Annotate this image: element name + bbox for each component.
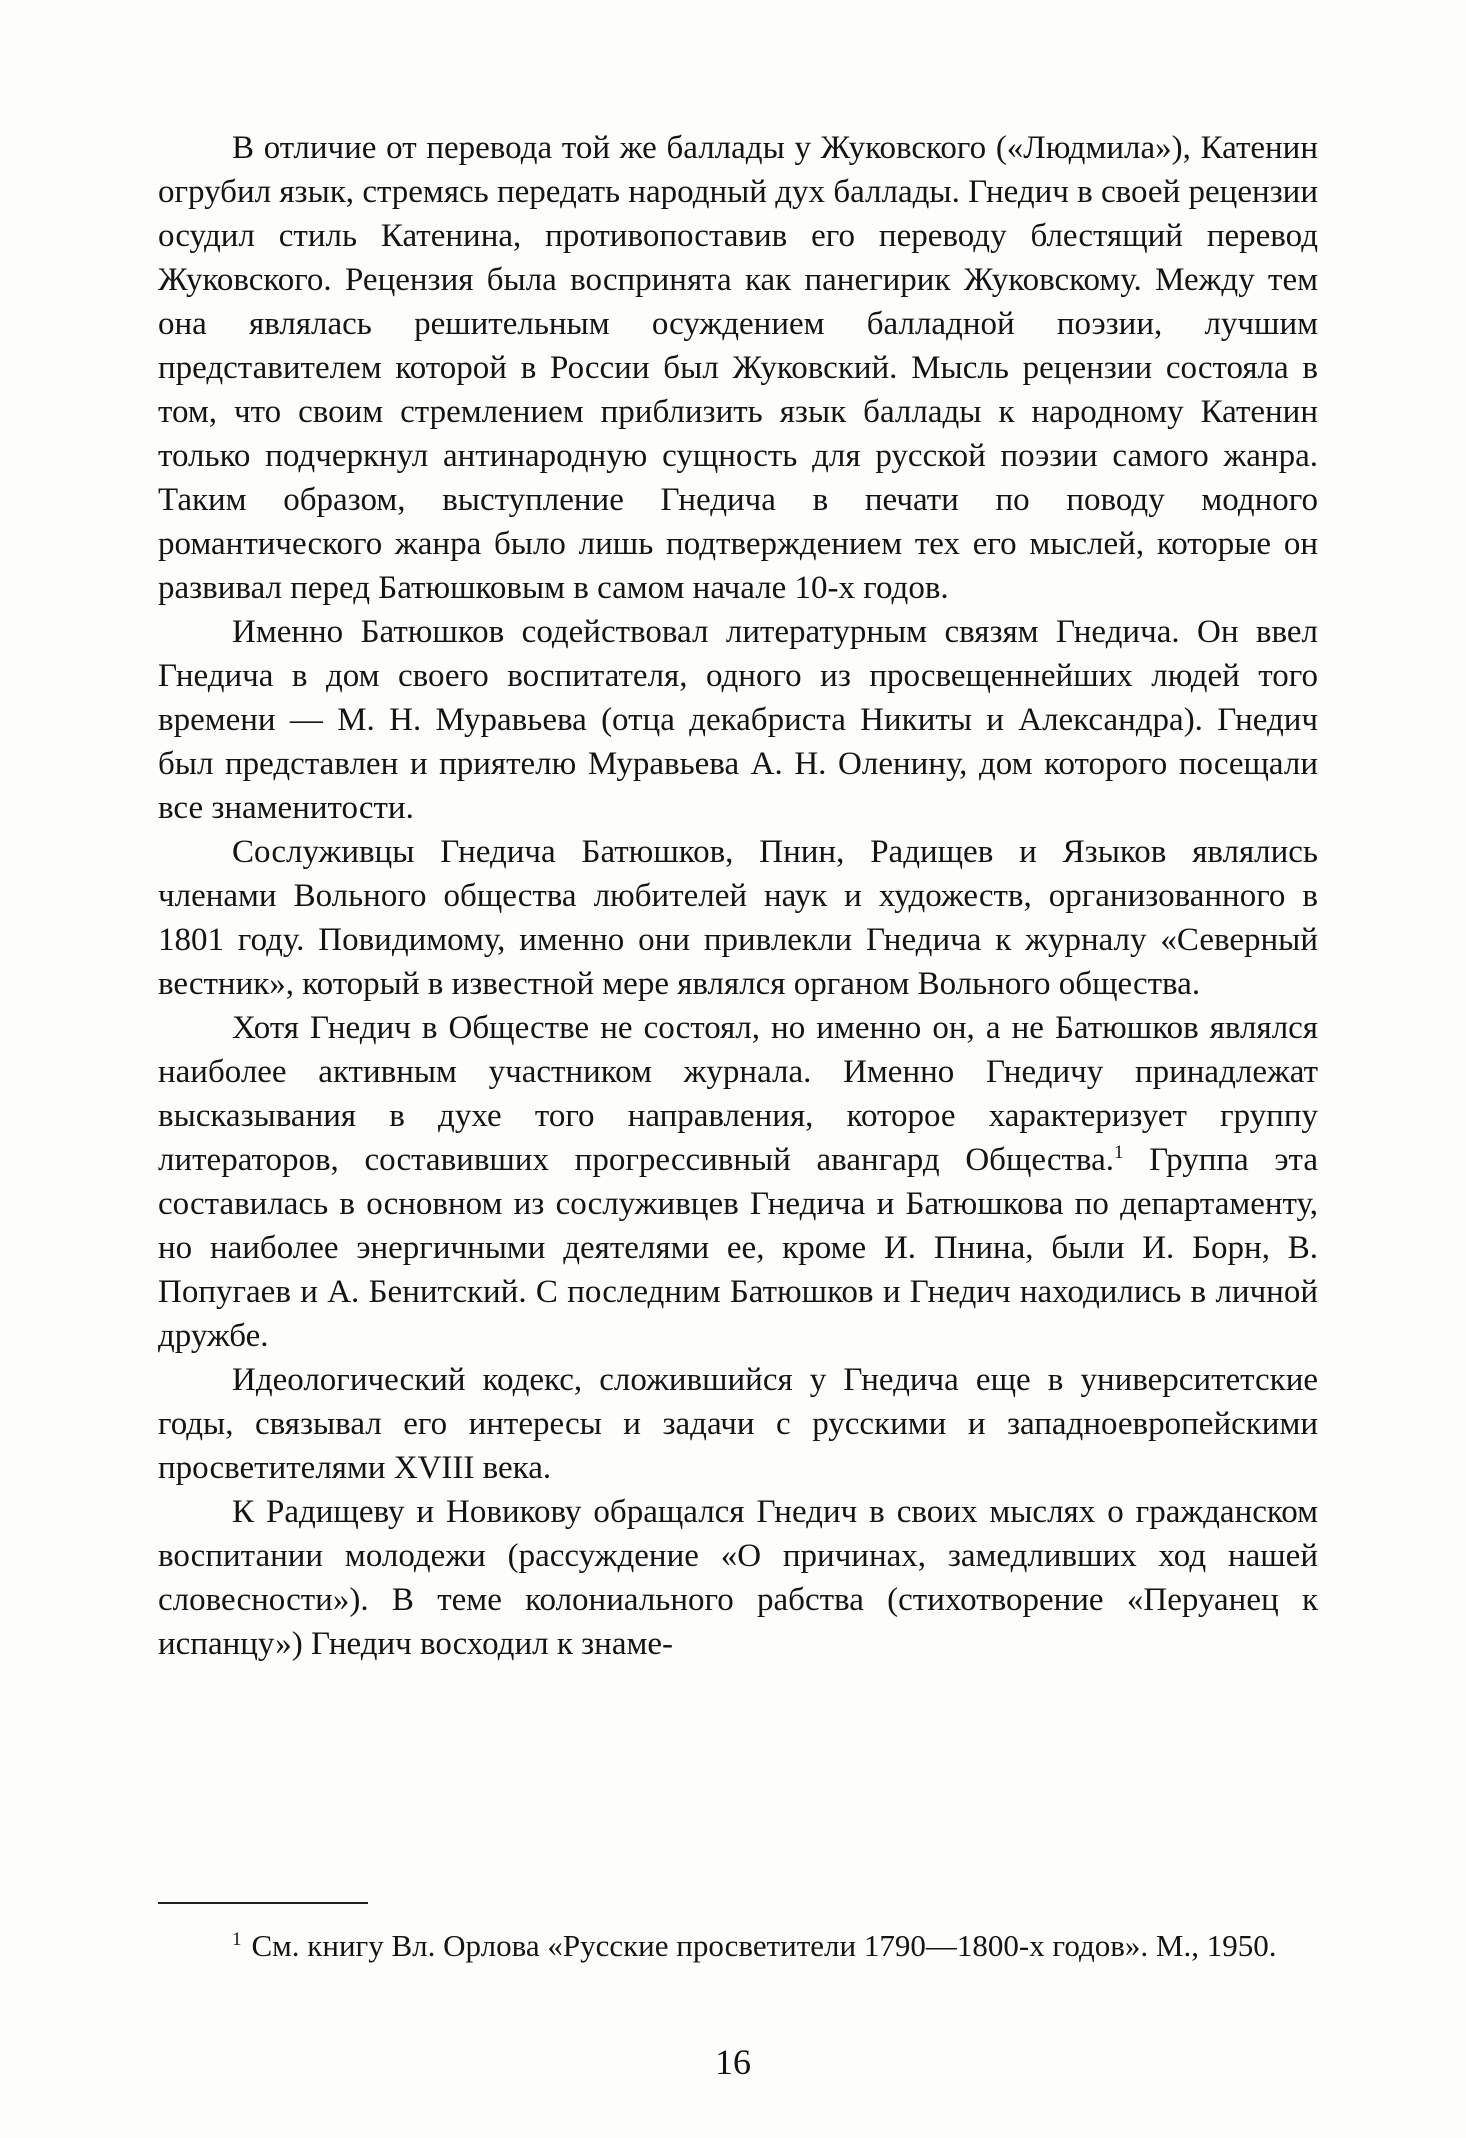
paragraph-6: К Радищеву и Новикову обращался Гнедич в своих мыслях о гражданском воспитании молодежи (рассуждение «О причинах, замедливших ход нашей словесности»). В теме колониального рабства (стихотворение «Перуанец к испанцу») Гнедич восходил к знаме- [158,1494,1318,1662]
paragraph-1: В отличие от перевода той же баллады у Жуковского («Людмила»), Катенин огрубил язык, стремясь передать народный дух баллады. Гнедич в своей рецензии осудил стиль Катенина, противопоставив его переводу блестящий перевод Жуковского. Рецензия была воспринята как панегирик Жуковскому. Между тем она являлась решительным осуждением балладной поэзии, лучшим представителем которой в России был Жуковский. Мысль рецензии состояла в том, что своим стремлением приблизить язык баллады к народному Катенин только подчеркнул антинародную сущность для русской поэзии самого жанра. Таким образом, выступление Гнедича в печати по поводу модного романтического жанра было лишь подтверждением тех его мыслей, которые он развивал перед Батюшковым в самом начале 10-х годов. [158,130,1318,606]
footnote-text: См. книгу Вл. Орлова «Русские просветители 1790—1800-х годов». М., 1950. [251,1928,1277,1963]
paragraph-5: Идеологический кодекс, сложившийся у Гнедича еще в университетские годы, связывал его интересы и задачи с русскими и западноевропейскими просветителями XVIII века. [158,1362,1318,1486]
footnote-mark: 1 [232,1928,242,1950]
main-text [158,126,1318,1666]
page-number: 16 [715,2042,751,2082]
footnote [158,1926,1318,1966]
paragraph-4 [158,1006,1318,1358]
paragraph-4-text-before: Хотя Гнедич в Обществе не состоял, но именно он, а не Батюшков являлся наиболее активным участником журнала. Именно Гнедичу принадлежат высказывания в духе того направления, которое характеризует группу литераторов, составивших прогрессивный авангард Общества. [158,1010,1318,1178]
paragraph-4-text-after: Группа эта составилась в основном из сослуживцев Гнедича и Батюшкова по департаменту, но наиболее энергичными деятелями ее, кроме И. Пнина, были И. Борн, В. Попугаев и А. Бенитский. С последним Батюшков и Гнедич находились в личной дружбе. [158,1142,1318,1354]
paragraph-3: Сослуживцы Гнедича Батюшков, Пнин, Радищев и Языков являлись членами Вольного общества любителей наук и художеств, организованного в 1801 году. Повидимому, именно они привлекли Гнедича к журналу «Северный вестник», который в известной мере являлся органом Вольного общества. [158,834,1318,1002]
paragraph-2: Именно Батюшков содействовал литературным связям Гнедича. Он ввел Гнедича в дом своего воспитателя, одного из просвещеннейших людей того времени — М. Н. Муравьева (отца декабриста Никиты и Александра). Гнедич был представлен и приятелю Муравьева А. Н. Оленину, дом которого посещали все знаменитости. [158,614,1318,826]
footnote-reference[interactable]: 1 [1113,1142,1124,1163]
footnote-divider [158,1902,368,1904]
